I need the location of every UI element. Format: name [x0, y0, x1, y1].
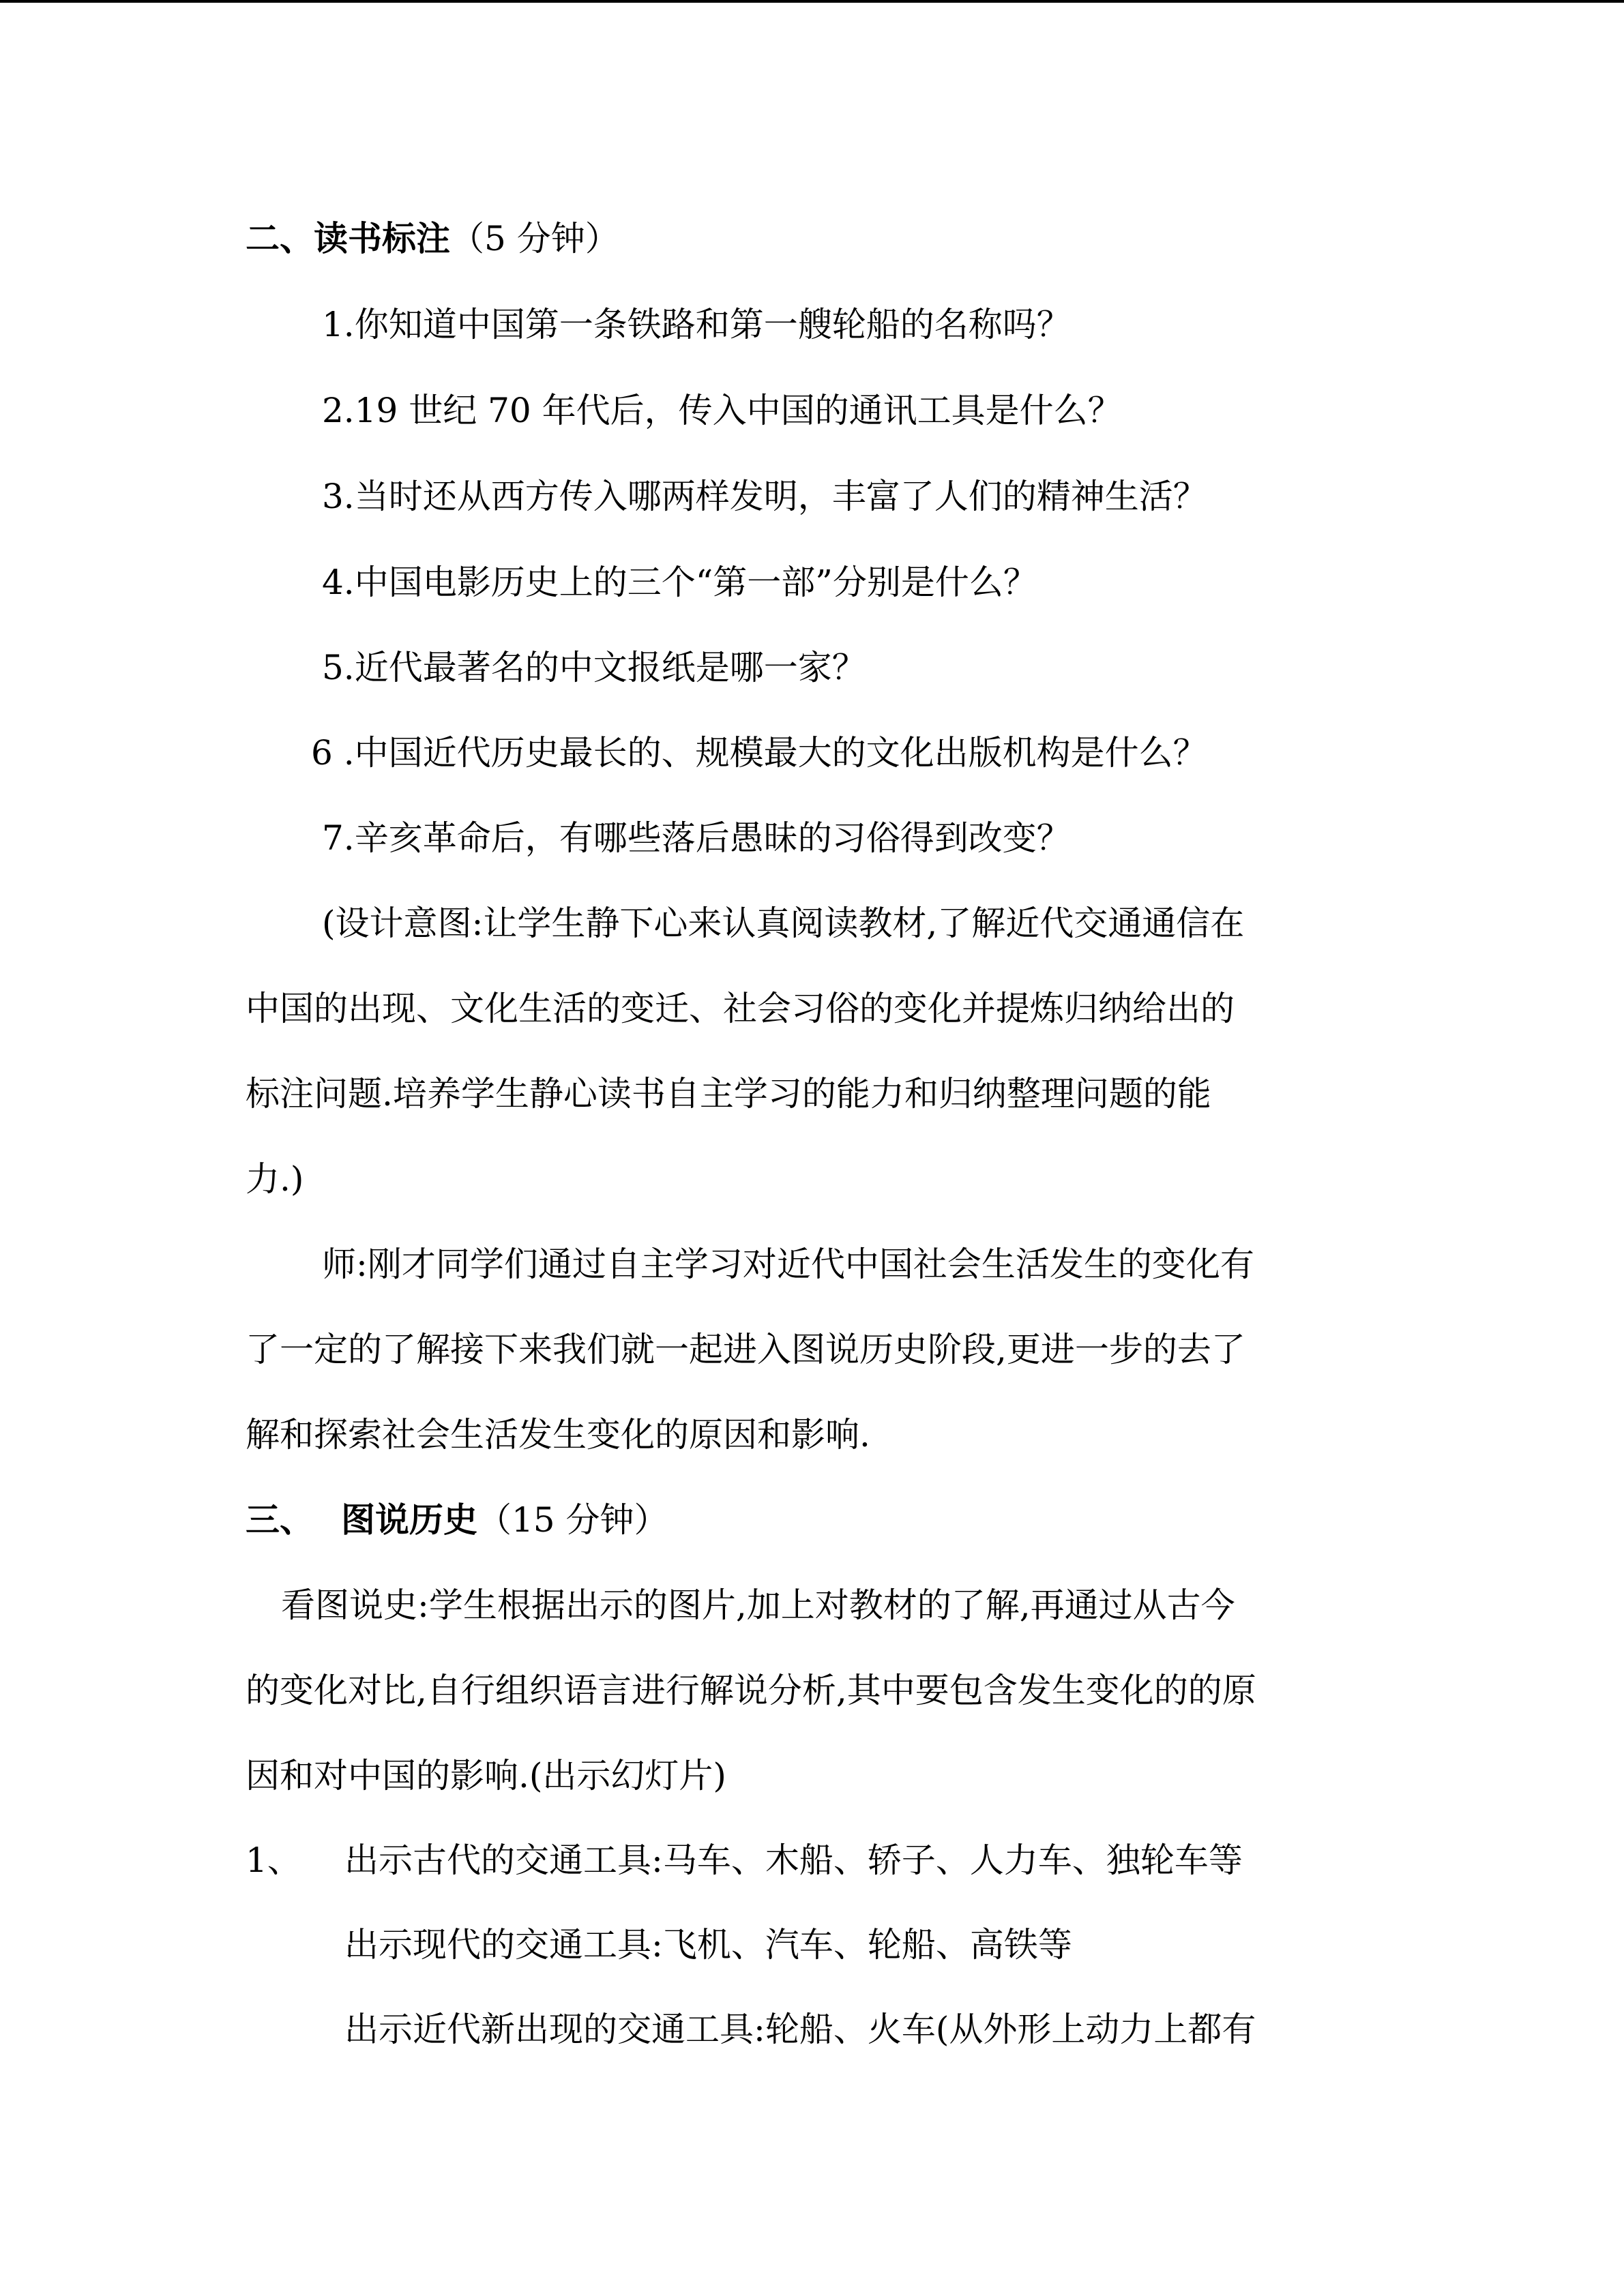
- list-item-line: 出示古代的交通工具:马车、木船、轿子、人力车、独轮车等: [344, 1840, 1243, 1880]
- question-6: 6 .中国近代历史最长的、规模最大的文化出版机构是什么？: [311, 733, 1207, 773]
- top-border: [0, 0, 1624, 3]
- teacher-line: 师:刚才同学们通过自主学习对近代中国社会生活发生的变化有: [322, 1244, 1254, 1284]
- question-7: 7.辛亥革命后，有哪些落后愚昧的习俗得到改变？: [322, 818, 1071, 858]
- picture-talk-line: 的变化对比,自行组织语言进行解说分析,其中要包含发生变化的的原: [246, 1671, 1256, 1710]
- question-3: 3.当时还从西方传入哪两样发明，丰富了人们的精神生活？: [322, 477, 1207, 516]
- section-number: 三、: [246, 1500, 314, 1540]
- question-1: 1.你知道中国第一条铁路和第一艘轮船的名称吗？: [322, 305, 1071, 344]
- list-item-line: 出示现代的交通工具:飞机、汽车、轮船、高铁等: [344, 1925, 1072, 1965]
- design-intent-line: 标注问题.培养学生静心读书自主学习的能力和归纳整理问题的能: [246, 1074, 1211, 1114]
- teacher-line: 了一定的了解接下来我们就一起进入图说历史阶段,更进一步的去了: [246, 1330, 1245, 1369]
- question-2: 2.19 世纪 70 年代后，传入中国的通讯工具是什么？: [322, 391, 1122, 430]
- section-number: 二、: [246, 218, 314, 258]
- question-5: 5.近代最著名的中文报纸是哪一家？: [322, 648, 866, 687]
- section-time: （15 分钟）: [477, 1500, 668, 1540]
- design-intent-line: 中国的出现、文化生活的变迁、社会习俗的变化并提炼归纳给出的: [246, 989, 1235, 1028]
- section-heading-3: [246, 1498, 668, 1542]
- list-item-line: 出示近代新出现的交通工具:轮船、火车(从外形上动力上都有: [344, 2010, 1256, 2049]
- picture-talk-line: 因和对中国的影响.(出示幻灯片): [246, 1756, 726, 1795]
- section-title: 读书标注: [314, 218, 450, 258]
- design-intent-line: (设计意图:让学生静下心来认真阅读教材,了解近代交通通信在: [322, 904, 1245, 943]
- section-heading-2: [246, 217, 619, 260]
- picture-talk-line: 看图说史:学生根据出示的图片,加上对教材的了解,再通过从古今: [281, 1585, 1235, 1625]
- teacher-line: 解和探索社会生活发生变化的原因和影响.: [246, 1415, 870, 1455]
- design-intent-line: 力.): [246, 1159, 304, 1199]
- list-item-number: 1、: [246, 1840, 301, 1880]
- question-4: 4.中国电影历史上的三个“第一部”分别是什么？: [322, 563, 1037, 602]
- section-title: 图说历史: [341, 1500, 477, 1540]
- section-time: （5 分钟）: [450, 219, 619, 258]
